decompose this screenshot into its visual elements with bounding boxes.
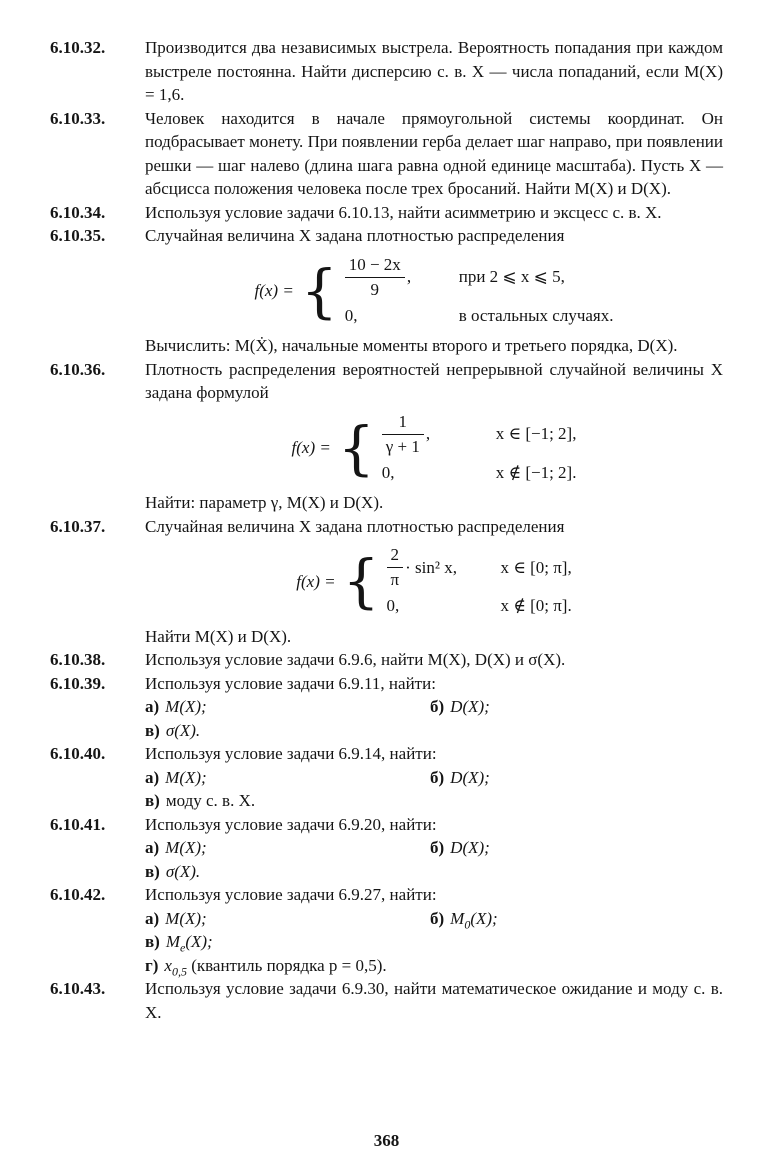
problem-number: 6.10.34. xyxy=(50,202,106,222)
part-a xyxy=(145,766,430,790)
problem-intro: Используя условие задачи 6.9.20, найти: xyxy=(145,814,437,834)
part-label: а) xyxy=(145,697,160,716)
part-a xyxy=(145,907,430,931)
problem-intro: Случайная величина X задана плотностью распределения xyxy=(145,516,565,536)
case-condition: x ∈ [−1; 2], xyxy=(495,424,577,444)
part-v xyxy=(145,860,200,884)
case-condition: x ∈ [0; π], xyxy=(500,557,572,577)
case-expression: 0, xyxy=(381,462,395,482)
fraction: $\frac{10 - 2x}{9}$ xyxy=(345,255,405,300)
formula-lhs: f(x) = xyxy=(291,438,331,457)
part-text: моду с. в. X. xyxy=(165,791,256,810)
problem-parts xyxy=(145,766,723,813)
problem-intro: Используя условие задачи 6.9.14, найти: xyxy=(145,744,437,763)
problem-6-10-36 xyxy=(50,358,723,515)
problem-number: 6.10.36. xyxy=(50,359,106,379)
case-expression: $\frac{10 - 2x}{9}$ , xyxy=(345,255,449,300)
fraction: $\frac{1}{\gamma + 1}$ xyxy=(382,412,424,457)
problem-6-10-41 xyxy=(50,813,723,884)
problem-number: 6.10.41. xyxy=(50,814,106,834)
problem-6-10-42 xyxy=(50,883,723,977)
part-label: б) xyxy=(430,838,445,857)
part-text: $M_e(X)$; xyxy=(165,932,213,955)
part-label: б) xyxy=(430,767,445,787)
problem-number: 6.10.42. xyxy=(50,885,106,904)
part-label: в) xyxy=(145,791,160,810)
problem-6-10-32 xyxy=(50,36,723,107)
problem-number: 6.10.43. xyxy=(50,979,106,998)
problem-intro: Используя условие задачи 6.9.11, найти: xyxy=(145,673,436,693)
problem-outro: Найти: параметр γ, M(X) и D(X). xyxy=(145,493,384,512)
part-text: D(X); xyxy=(450,838,490,857)
problem-text: Используя условие задачи 6.10.13, найти асимметрию и эксцесс с. в. X. xyxy=(145,202,662,222)
problem-6-10-37 xyxy=(50,515,723,649)
problem-parts xyxy=(145,836,723,883)
part-label: а) xyxy=(145,838,160,857)
part-b xyxy=(430,836,490,860)
problem-parts xyxy=(145,907,723,978)
cases-brace: { xyxy=(300,256,338,325)
part-b xyxy=(430,766,490,790)
case-expression: $\frac{1}{\gamma + 1}$ , xyxy=(382,412,486,457)
problem-6-10-40 xyxy=(50,742,723,813)
problem-number: 6.10.37. xyxy=(50,516,106,536)
part-label: б) xyxy=(430,697,445,716)
problem-text: Используя условие задачи 6.9.30, найти математическое ожидание и моду с. в. X. xyxy=(145,979,723,1022)
problem-number: 6.10.33. xyxy=(50,108,106,128)
problem-number: 6.10.40. xyxy=(50,744,106,763)
part-text: M(X); xyxy=(165,838,207,857)
part-text: σ(X). xyxy=(165,861,201,881)
problem-6-10-33 xyxy=(50,107,723,201)
problem-6-10-38 xyxy=(50,648,723,672)
case-condition: при 2 ⩽ x ⩽ 5, xyxy=(458,267,565,287)
part-label: а) xyxy=(145,908,160,928)
case-expression: 0, xyxy=(386,596,400,615)
problem-intro: Случайная величина X задана плотностью распределения xyxy=(145,226,565,245)
problem-6-10-43 xyxy=(50,977,723,1024)
part-g xyxy=(145,954,387,978)
part-label: в) xyxy=(145,720,160,740)
cases-brace: { xyxy=(342,547,380,616)
part-text: M(X); xyxy=(165,767,207,787)
problem-number: 6.10.38. xyxy=(50,650,106,669)
part-text: M(X); xyxy=(165,908,207,928)
case-condition: x ∉ [0; π]. xyxy=(500,596,572,615)
problem-outro: Вычислить: M(Ẋ), начальные моменты второго и третьего порядка, D(X). xyxy=(145,336,678,355)
page-number: 368 xyxy=(373,1130,400,1150)
problem-parts xyxy=(145,695,723,742)
case-condition: x ∉ [−1; 2]. xyxy=(495,462,577,482)
problem-6-10-34 xyxy=(50,201,723,225)
part-b xyxy=(430,695,490,719)
case-condition: в остальных случаях. xyxy=(458,305,614,325)
density-formula xyxy=(292,412,577,485)
part-text: D(X); xyxy=(450,697,490,716)
problem-number: 6.10.32. xyxy=(50,38,106,57)
density-formula xyxy=(255,255,614,328)
part-b xyxy=(430,907,498,931)
part-text: $M_0(X)$; xyxy=(450,908,498,931)
problem-6-10-39 xyxy=(50,672,723,743)
part-label: в) xyxy=(145,861,160,881)
fraction: $\frac{2}{\pi}$ xyxy=(387,545,404,590)
problem-number: 6.10.35. xyxy=(50,226,106,245)
part-label: г) xyxy=(145,955,159,975)
case-expression: $\frac{2}{\pi}$ · sin² x, xyxy=(387,545,491,590)
formula-lhs: f(x) = xyxy=(254,281,294,300)
part-label: в) xyxy=(145,932,160,951)
cases-brace: { xyxy=(337,413,375,482)
part-v xyxy=(145,930,213,954)
problem-outro: Найти M(X) и D(X). xyxy=(145,626,292,646)
part-label: а) xyxy=(145,767,160,787)
problem-number: 6.10.39. xyxy=(50,673,106,693)
part-a xyxy=(145,836,430,860)
problem-text: Человек находится в начале прямоугольной системы координат. Он подбрасывает монету. При появлении герба делает шаг направо, при появлении решки — шаг налево (длина шага равна одной единице масштаба). Пусть X — абсцисса положения человека после трех бросаний. Найти M(X) и D(X). xyxy=(145,108,723,198)
part-v xyxy=(145,789,255,813)
problem-text: Используя условие задачи 6.9.6, найти M(X), D(X) и σ(X). xyxy=(145,650,566,669)
problem-intro: Плотность распределения вероятностей непрерывной случайной величины X задана формулой xyxy=(145,359,723,402)
part-text: σ(X). xyxy=(165,720,201,740)
formula-lhs: f(x) = xyxy=(296,571,336,591)
case-expression: 0, xyxy=(344,305,358,325)
density-formula xyxy=(296,545,571,618)
part-text: $x_{0,5}$ (квантиль порядка p = 0,5). xyxy=(164,955,387,978)
part-v xyxy=(145,719,200,743)
problem-6-10-35 xyxy=(50,224,723,358)
part-label: б) xyxy=(430,908,445,928)
problem-intro: Используя условие задачи 6.9.27, найти: xyxy=(145,885,437,904)
part-a xyxy=(145,695,430,719)
part-text: M(X); xyxy=(165,697,207,716)
problem-text: Производится два независимых выстрела. Вероятность попадания при каждом выстреле постоянна. Найти дисперсию с. в. X — числа попаданий, если M(X) = 1,6. xyxy=(145,38,723,104)
part-text: D(X); xyxy=(450,767,490,787)
